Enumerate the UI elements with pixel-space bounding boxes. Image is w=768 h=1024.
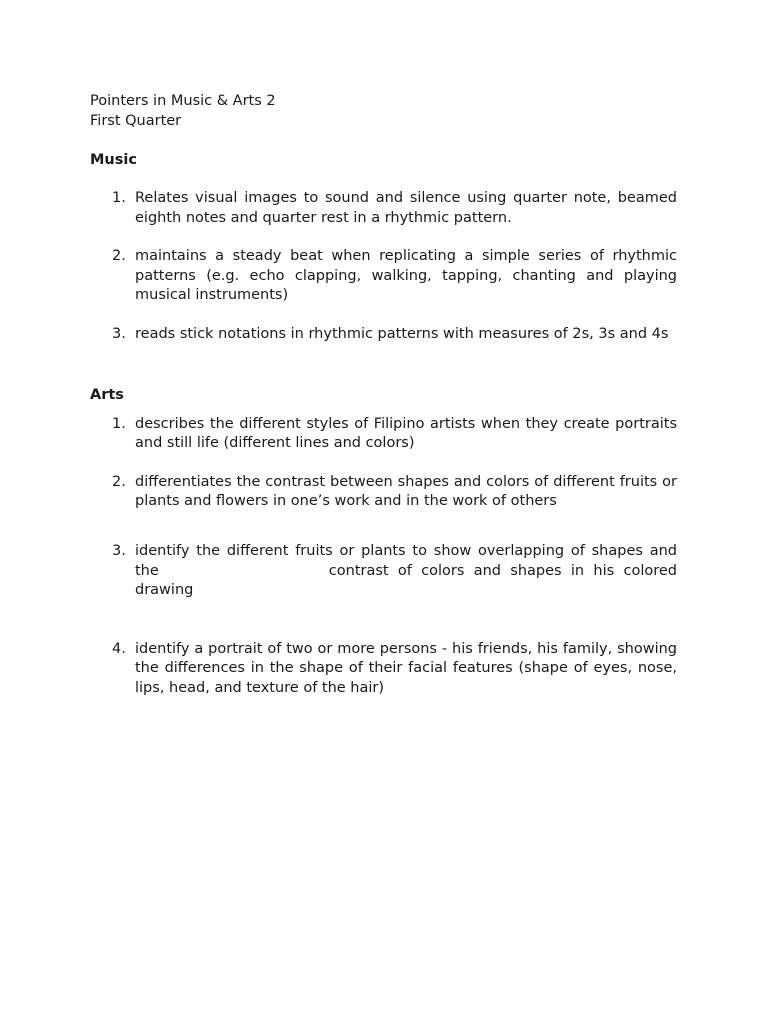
list-item-number: 1. [112,415,126,432]
list-item-text: Relates visual images to sound and silence using quarter note, beamed eighth notes and quarter rest in a rhythmic pattern. [135,190,677,226]
music-heading: Music [90,152,137,168]
list-item-number: 2. [112,473,126,490]
list-item [90,415,677,454]
list-item-text: identify a portrait of two or more persons - his friends, his family, showing the differences in the shape of their facial features (shape of eyes, nose, lips, head, and texture of the hair) [135,640,677,696]
list-item-number: 4. [112,640,126,657]
list-item-number: 3. [112,542,126,559]
list-item-text-part2: contrast of colors and shapes in his colored drawing [135,562,677,599]
music-list [90,189,677,345]
document-subtitle: First Quarter [90,113,182,129]
list-item-text-part1: identify the different fruits or plants to show overlapping of shapes and the [135,542,677,579]
list-item-text: maintains a steady beat when replicating a simple series of rhythmic patterns (e.g. echo clapping, walking, tapping, chanting and playing musical instruments) [135,248,677,304]
list-item [90,189,677,228]
list-item-text: describes the different styles of Filipino artists when they create portraits and still life (different lines and colors) [135,415,677,452]
arts-list [90,415,677,699]
list-item-number: 1. [112,190,126,206]
list-item [90,640,677,699]
list-item [90,473,677,512]
document-title: Pointers in Music & Arts 2 [90,93,276,109]
arts-heading: Arts [90,386,124,403]
list-item [90,542,677,601]
list-item-text: reads stick notations in rhythmic patterns with measures of 2s, 3s and 4s [135,325,669,342]
list-item [90,325,677,345]
list-item-number: 2. [112,248,126,265]
document-page [90,91,677,699]
list-item [90,247,677,306]
list-item-text: differentiates the contrast between shapes and colors of different fruits or plants and flowers in one’s work and in the work of others [135,473,677,510]
list-item-text [135,542,677,601]
list-item-number: 3. [112,325,126,342]
